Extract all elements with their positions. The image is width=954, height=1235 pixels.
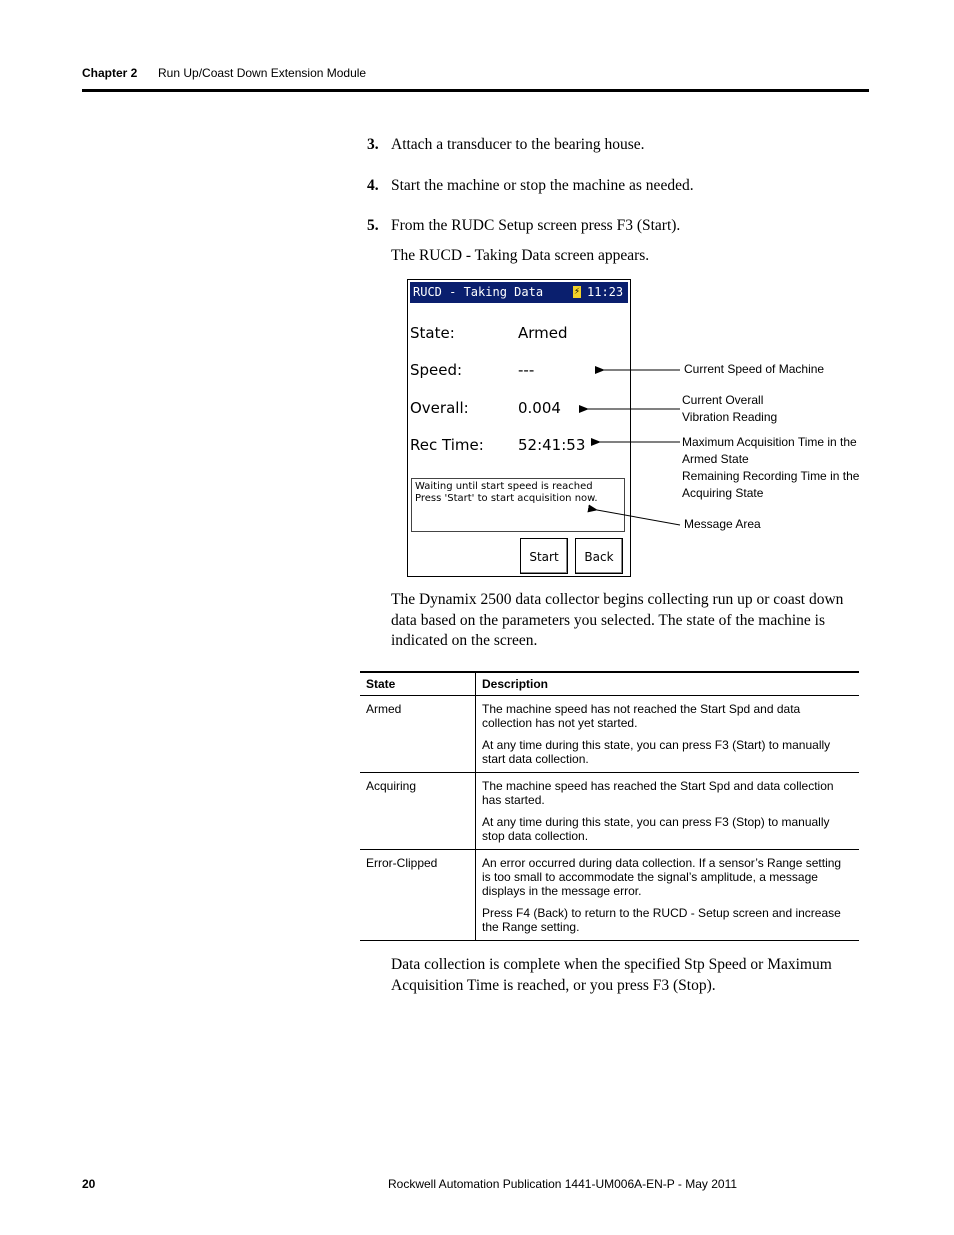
- back-button[interactable]: Back: [575, 538, 623, 574]
- description-cell: [476, 850, 860, 941]
- closing-paragraph: Data collection is complete when the specified Stp Speed or Maximum Acquisition Time is reached, or you press F3 (Stop).: [391, 956, 832, 994]
- chapter-title: Run Up/Coast Down Extension Module: [158, 66, 367, 80]
- description-text: An error occurred during data collection. If a sensor’s Range setting is too small to accommodate the signal’s amplitude, a message displays in the message error.: [482, 856, 842, 898]
- step-number: 4.: [367, 177, 379, 194]
- state-table: [360, 671, 859, 941]
- annotation-message: Message Area: [684, 517, 761, 531]
- state-cell: Acquiring: [360, 773, 476, 850]
- annotation-line: Maximum Acquisition Time in the: [682, 435, 857, 449]
- speed-value: ---: [518, 361, 535, 379]
- state-cell: Armed: [360, 696, 476, 773]
- annotation-rec-time: [682, 434, 859, 502]
- table-row: [360, 696, 859, 773]
- body-paragraph: The Dynamix 2500 data collector begins collecting run up or coast down data based on the parameters you selected. The state of the machine is indicated on the screen.: [391, 591, 844, 649]
- state-value: Armed: [518, 324, 568, 342]
- description-text: At any time during this state, you can press F3 (Start) to manually start data collection.: [482, 738, 831, 766]
- speed-label: Speed:: [410, 361, 463, 379]
- description-cell: [476, 773, 860, 850]
- battery-icon: ⚡: [573, 286, 581, 297]
- rec-time-label: Rec Time:: [410, 436, 484, 454]
- state-label: State:: [410, 324, 455, 342]
- overall-value: 0.004: [518, 399, 561, 417]
- chapter-label: Chapter 2: [82, 66, 138, 80]
- description-text: At any time during this state, you can press F3 (Stop) to manually stop data collection.: [482, 815, 830, 843]
- annotation-line: Vibration Reading: [682, 410, 778, 424]
- annotation-line: Acquiring State: [682, 486, 764, 500]
- message-arrow: [597, 510, 680, 525]
- description-header: Description: [476, 672, 860, 696]
- step-number: 5.: [367, 217, 379, 234]
- state-cell: Error-Clipped: [360, 850, 476, 941]
- message-line: Press 'Start' to start acquisition now.: [415, 493, 598, 504]
- step-text: Attach a transducer to the bearing house.: [391, 136, 645, 153]
- message-line: Waiting until start speed is reached: [415, 481, 593, 492]
- page-number: 20: [82, 1177, 96, 1191]
- overall-label: Overall:: [410, 399, 469, 417]
- description-text: Press F4 (Back) to return to the RUCD - Setup screen and increase the Range setting.: [482, 906, 841, 934]
- description-cell: [476, 696, 860, 773]
- device-title: RUCD - Taking Data: [413, 285, 544, 299]
- step-text: From the RUDC Setup screen press F3 (Start).: [391, 217, 681, 234]
- state-header: State: [360, 672, 476, 696]
- description-text: The machine speed has reached the Start Spd and data collection has started.: [482, 779, 834, 807]
- annotation-overall: [682, 392, 777, 426]
- description-text: The machine speed has not reached the Start Spd and data collection has not yet started.: [482, 702, 801, 730]
- publication-info: Rockwell Automation Publication 1441-UM006A-EN-P - May 2011: [388, 1177, 738, 1191]
- screen-appears-text: The RUCD - Taking Data screen appears.: [391, 247, 650, 264]
- step-text: Start the machine or stop the machine as needed.: [391, 177, 694, 194]
- device-clock: 11:23: [587, 285, 624, 299]
- annotation-line: Current Overall: [682, 393, 764, 407]
- rec-time-value: 52:41:53: [518, 436, 586, 454]
- table-header-row: [360, 672, 859, 696]
- table-row: [360, 773, 859, 850]
- start-button[interactable]: Start: [520, 538, 568, 574]
- annotation-speed: Current Speed of Machine: [684, 362, 825, 376]
- annotation-line: Armed State: [682, 452, 749, 466]
- table-row: [360, 850, 859, 941]
- step-number: 3.: [367, 136, 379, 153]
- annotation-line: Remaining Recording Time in the: [682, 469, 860, 483]
